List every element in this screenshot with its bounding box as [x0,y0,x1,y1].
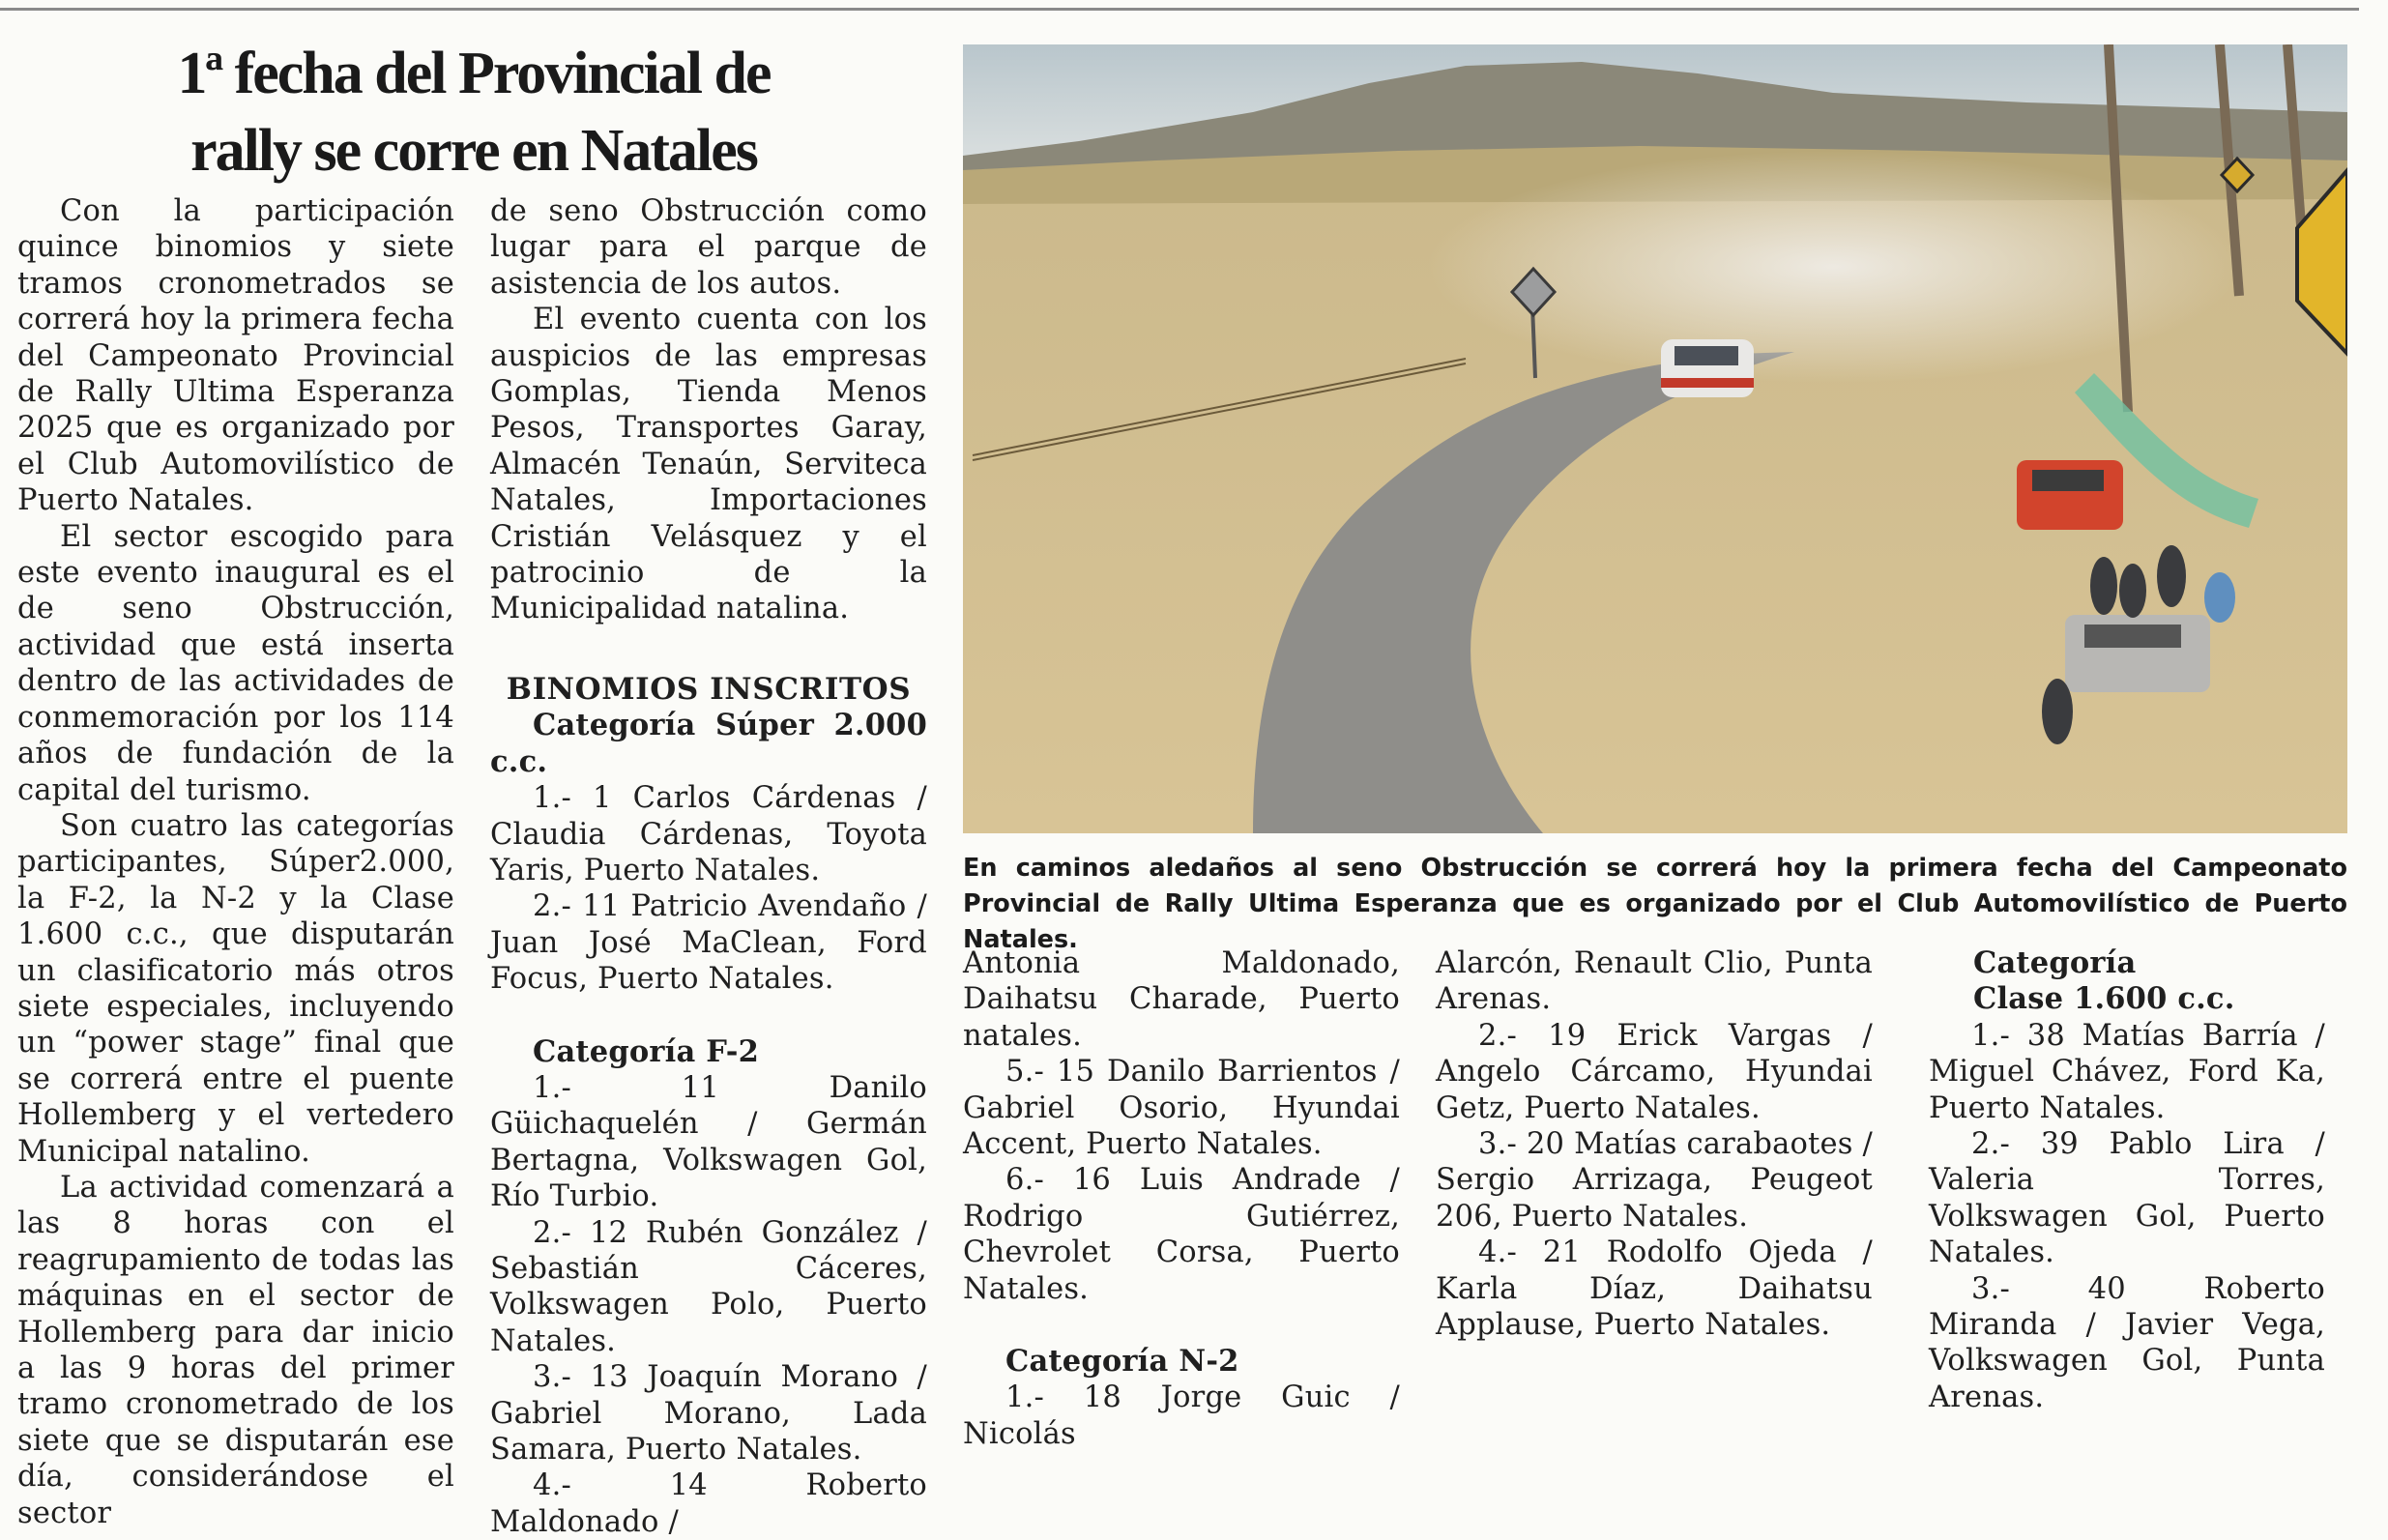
headline [19,35,928,189]
rally-photo-illustration [963,44,2347,833]
paragraph-3: Son cuatro las categorías participantes, Súper2.000, la F-2, la N-2 y la Clase 1.600 c.c., que disputarán un clasificatorio más otros siete especiales, incluyendo un “power stage” final que se correrá entre el puente Hollemberg y el vertedero Municipal natalino. [17,808,454,1169]
entry-super-2: 2.- 11 Patricio Avendaño / Juan José MaClean, Ford Focus, Puerto Natales. [490,889,927,997]
entry-f2-5: 5.- 15 Danilo Barrientos / Gabriel Osorio, Hyundai Accent, Puerto Natales. [963,1055,1400,1162]
paragraph-4-end: de seno Obstrucción como lugar para el parque de asistencia de los autos. [490,194,927,301]
entry-n2-1-start: 1.- 18 Jorge Guic / Nicolás [963,1380,1400,1451]
paragraph-1: Con la participación quince binomios y siete tramos cronometrados se correrá hoy la primera fecha del Campeonato Provincial de Rally Ultima Esperanza 2025 que es organizado por el Club Automovilístico de Puerto Natales. [17,194,454,518]
column-2 [490,193,927,1540]
entry-f2-1: 1.- 11 Danilo Güichaquelén / Germán Bertagna, Volkswagen Gol, Río Turbio. [490,1070,927,1214]
entry-f2-2: 2.- 12 Rubén González / Sebastián Cáceres, Volkswagen Polo, Puerto Natales. [490,1215,927,1358]
category-super-2000-heading: Categoría Súper 2.000 c.c. [490,708,927,779]
entry-1600-2: 2.- 39 Pablo Lira / Valeria Torres, Volkswagen Gol, Puerto Natales. [1929,1127,2325,1270]
entry-1600-3: 3.- 40 Roberto Miranda / Javier Vega, Volkswagen Gol, Punta Arenas. [1929,1271,2325,1414]
headline-line-1: 1ª fecha del Provincial de [177,41,771,106]
column-5 [1929,945,2325,1415]
column-1 [17,193,454,1531]
entry-n2-3: 3.- 20 Matías carabaotes / Sergio Arrizaga, Peugeot 206, Puerto Natales. [1436,1127,1873,1234]
category-1600-heading-line-1: Categoría [1973,945,2137,980]
paragraph-5: El evento cuenta con los auspicios de las empresas Gomplas, Tienda Menos Pesos, Transportes Garay, Almacén Tenaún, Serviteca Natales, Importaciones Cristián Velásquez y el patrocinio de la Municipalidad natalina. [490,303,927,626]
category-n2-heading: Categoría N-2 [1005,1344,1239,1380]
entry-f2-4-end: Antonia Maldonado, Daihatsu Charade, Puerto natales. [963,946,1400,1053]
column-4 [1436,945,1873,1343]
photo-caption: En caminos aledaños al seno Obstrucción se correrá hoy la primera fecha del Campeonato Provincial de Rally Ultima Esperanza que es organizado por el Club Automovilístico de Puerto Natales. [963,854,2347,954]
parked-car [2065,615,2210,692]
entry-f2-4-start: 4.- 14 Roberto Maldonado / [490,1468,927,1539]
red-car [2017,460,2123,530]
paragraph-4-start: La actividad comenzará a las 8 horas con el reagrupamiento de todas las máquinas en el sector de Hollemberg para dar inicio a las 9 horas del primer tramo cronometrado de los siete que se disputarán ese día, considerándose el sector [17,1170,454,1530]
entry-n2-1-end: Alarcón, Renault Clio, Punta Arenas. [1436,946,1873,1017]
top-rule [0,8,2359,11]
rally-car [1661,339,1754,397]
entry-f2-6: 6.- 16 Luis Andrade / Rodrigo Gutiérrez, Chevrolet Corsa, Puerto Natales. [963,1163,1400,1306]
entries-title: BINOMIOS INSCRITOS [506,671,912,707]
paragraph-2: El sector escogido para este evento inaugural es el de seno Obstrucción, actividad que está inserta dentro de las actividades de conmemoración por los 114 años de fundación de la capital del turismo. [17,519,454,807]
column-3 [963,945,1400,1452]
entry-n2-4: 4.- 21 Rodolfo Ojeda / Karla Díaz, Daihatsu Applause, Puerto Natales. [1436,1235,1873,1343]
category-1600-heading-line-2: Clase 1.600 c.c. [1973,981,2235,1017]
rally-photo [963,44,2347,833]
entry-super-1: 1.- 1 Carlos Cárdenas / Claudia Cárdenas, Toyota Yaris, Puerto Natales. [490,781,927,887]
entry-1600-1: 1.- 38 Matías Barría / Miguel Chávez, Ford Ka, Puerto Natales. [1929,1018,2325,1125]
category-f2-heading: Categoría F-2 [533,1033,760,1069]
entry-f2-3: 3.- 13 Joaquín Morano / Gabriel Morano, Lada Samara, Puerto Natales. [490,1360,927,1467]
headline-line-2: rally se corre en Natales [190,118,757,184]
entry-n2-2: 2.- 19 Erick Vargas / Angelo Cárcamo, Hyundai Getz, Puerto Natales. [1436,1018,1873,1125]
